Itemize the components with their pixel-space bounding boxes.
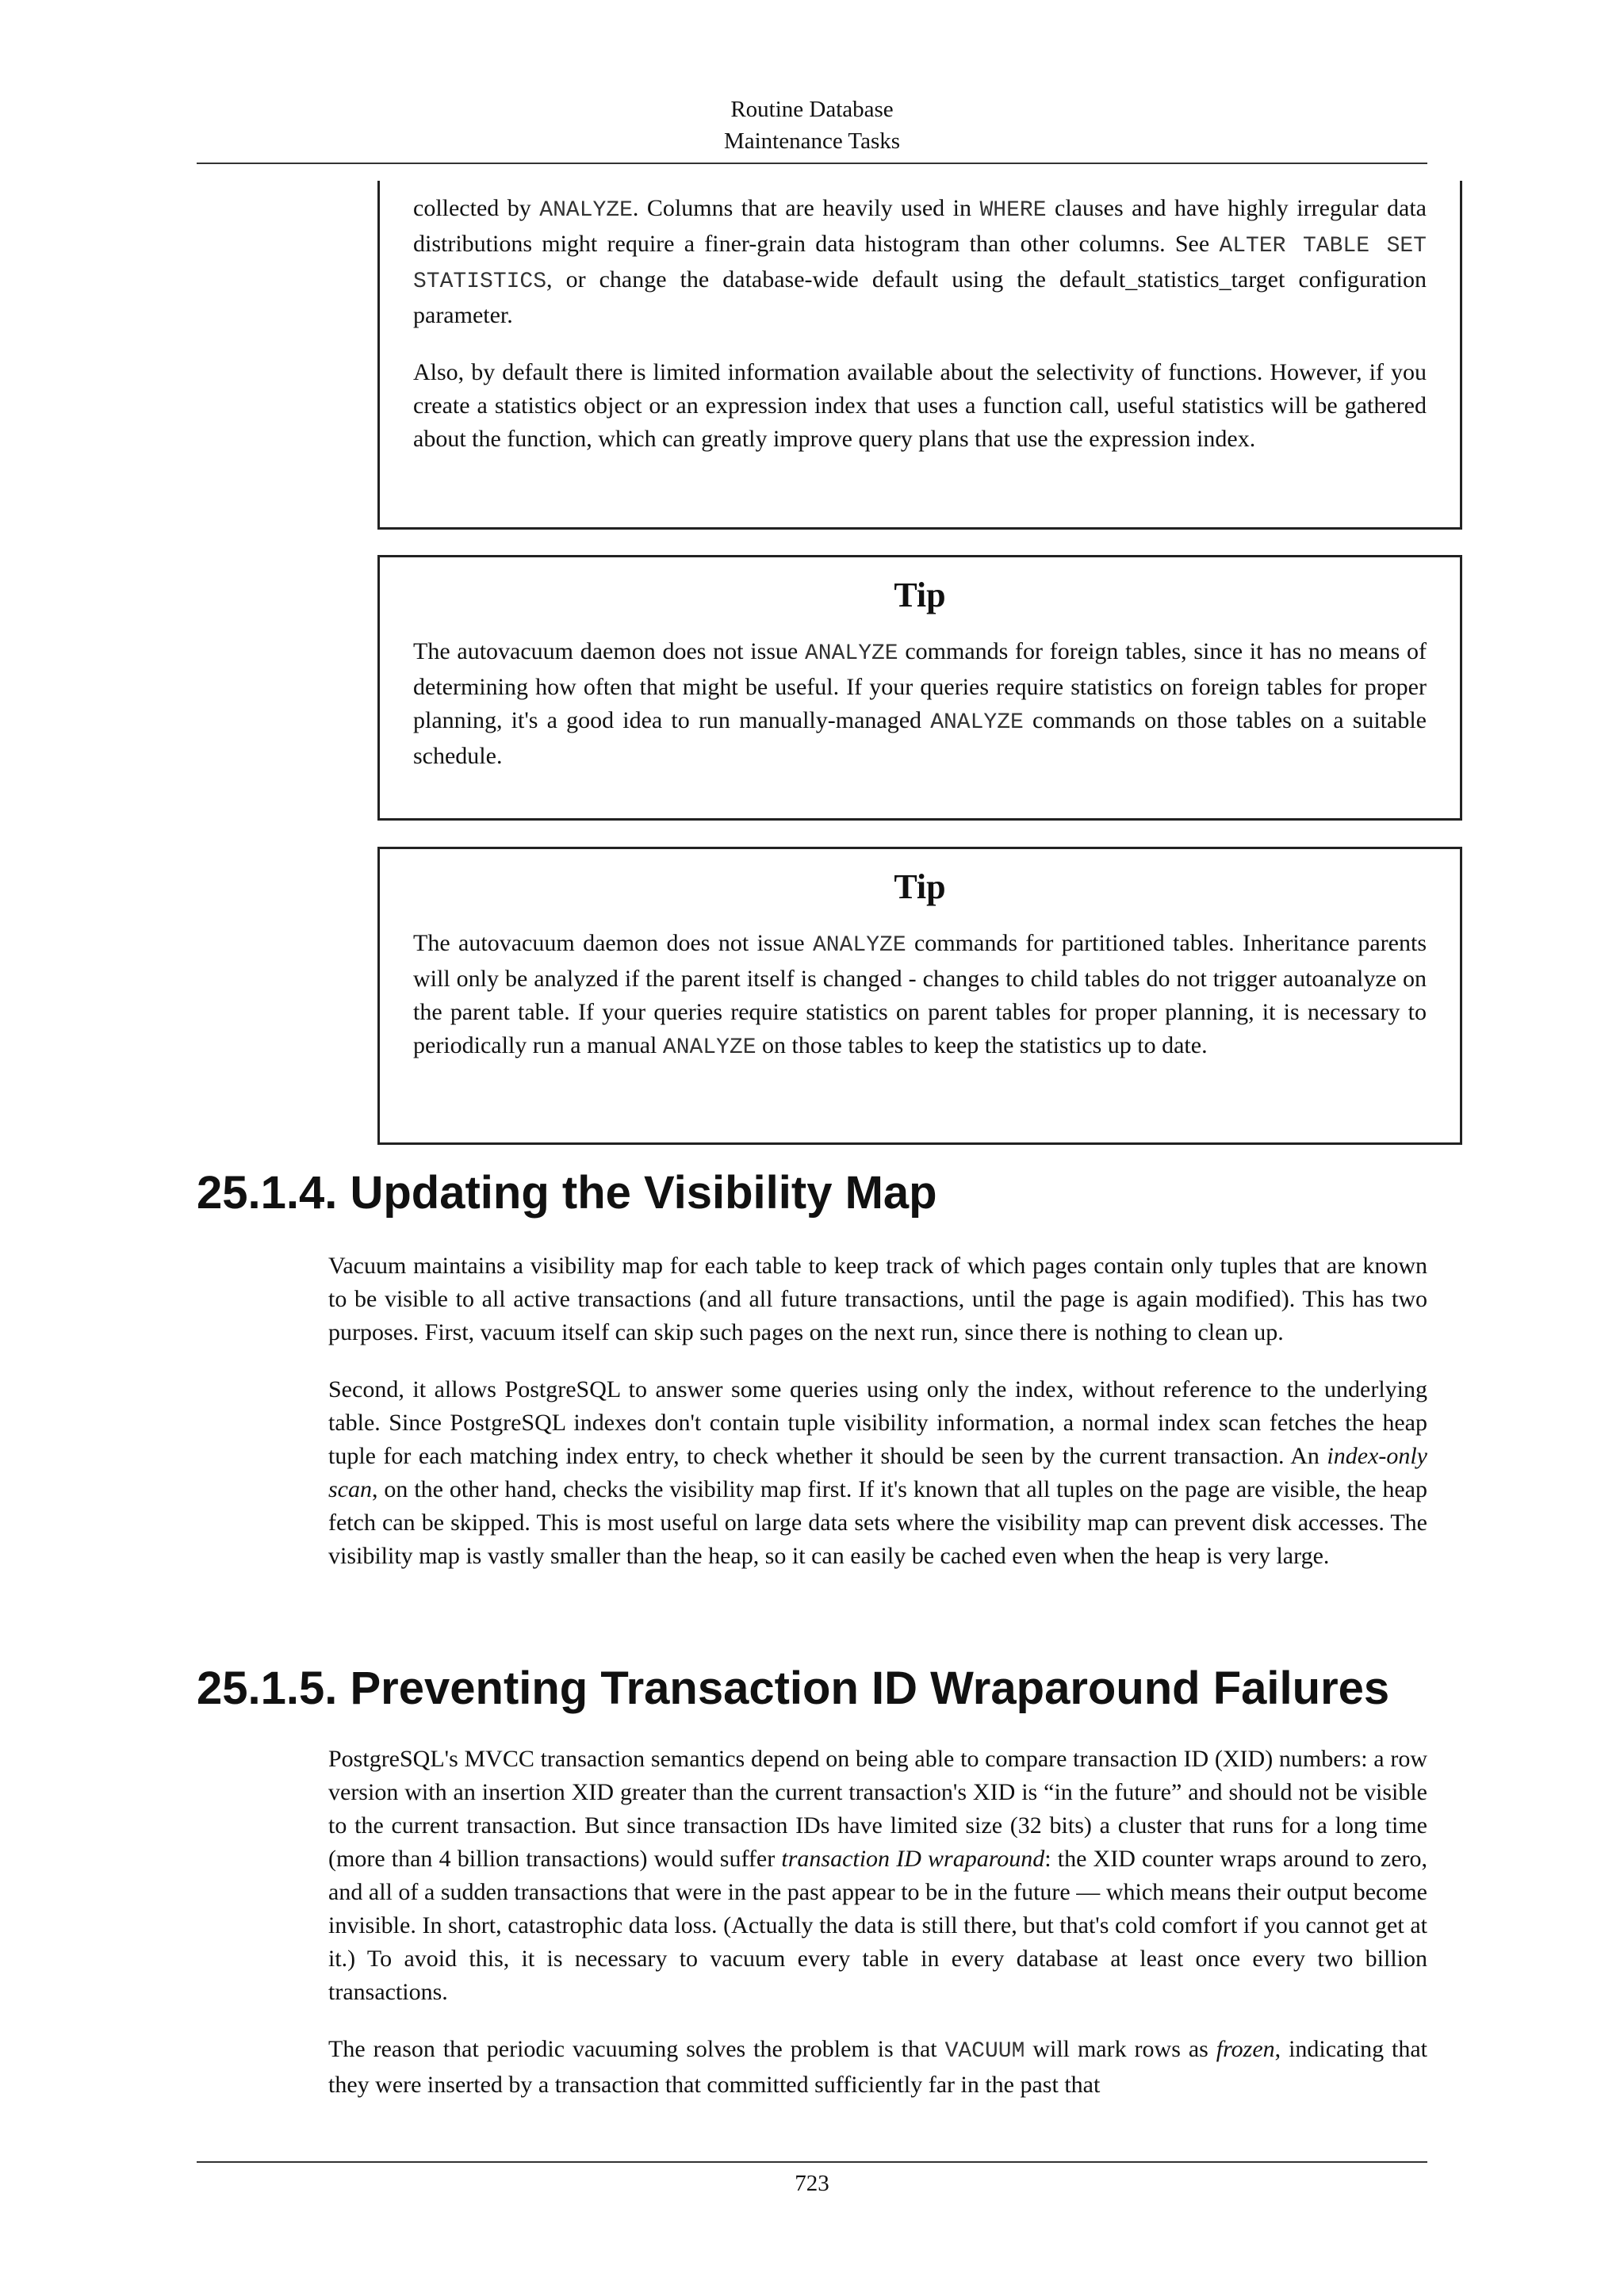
body-paragraph: Vacuum maintains a visibility map for each table to keep track of which pages contain only tuples that are known to be visible to all active transactions (and all future transactions, until the page is again modified). This has two purposes. First, vacuum itself can skip such pages on the next run, since there is nothing to clean up. [328, 1253, 1427, 1345]
text-run: commands for foreign tables, since it has no means of determining how often that might be useful. If your queries require statistics on foreign tables for proper planning, it's a good idea to run manually-managed [413, 638, 1427, 733]
tip-title: Tip [894, 576, 946, 614]
code-analyze: ANALYZE [930, 710, 1024, 735]
text-run: commands on those tables on a suitable schedule. [413, 707, 1427, 769]
text-run: commands for partitioned tables. Inheritance parents will only be analyzed if the parent itself is changed - changes to child tables do not trigger autoanalyze on the parent table. If your queries require statistics on parent tables for proper planning, it is necessary to periodically run a manual [413, 930, 1427, 1058]
text-run: clauses and have highly irregular data distributions might require a finer-grain data histogram than other columns. See [413, 195, 1427, 257]
text-run: on those tables to keep the statistics up to date. [756, 1032, 1208, 1058]
emphasis-term: transaction ID wraparound [781, 1846, 1045, 1872]
text-run: The autovacuum daemon does not issue [413, 638, 805, 664]
text-run: Second, it allows PostgreSQL to answer some queries using only the index, without reference to the underlying table. Since PostgreSQL indexes don't contain tuple visibility information, a normal index scan fetches the heap tuple for each matching index entry, to check whether it should be seen by the current transaction. An [328, 1376, 1427, 1469]
code-analyze: ANALYZE [813, 933, 906, 958]
tip-title: Tip [894, 867, 946, 906]
section-heading-xid-wraparound: 25.1.5. Preventing Transaction ID Wraparound Failures [197, 1663, 1390, 1714]
body-paragraph [328, 1373, 1427, 1573]
footer-rule [197, 2161, 1427, 2163]
running-header [197, 94, 1427, 157]
header-line-2: Maintenance Tasks [723, 128, 901, 154]
body-paragraph [328, 1743, 1427, 2009]
section-body-visibility-map [328, 1249, 1427, 1573]
code-where: WHERE [979, 198, 1047, 223]
continued-note-box [377, 181, 1462, 530]
text-run: PostgreSQL's MVCC transaction semantics depend on being able to compare transaction ID (XID) numbers: a row version with an insertion XID greater than the current transaction's XID is “in the future” and should not be visible to the current transaction. But since transaction IDs have limited size (32 bits) a cluster that runs for a long time (more than 4 billion transactions) would suffer [328, 1746, 1427, 1872]
section-heading-visibility-map: 25.1.4. Updating the Visibility Map [197, 1167, 937, 1219]
header-line-1: Routine Database [730, 97, 894, 122]
page-number: 723 [795, 2171, 829, 2196]
text-run: . Columns that are heavily used in [632, 195, 980, 221]
text-run: , indicating that they were inserted by a transaction that committed sufficiently far in the past that [328, 2036, 1427, 2098]
text-run: collected by [413, 195, 540, 221]
body-paragraph [328, 2033, 1427, 2102]
code-alter-table: ALTER TABLE SET STATISTICS [413, 234, 1427, 294]
text-run: , or change the database-wide default using the default_statistics_target configuration parameter. [413, 266, 1427, 328]
code-analyze: ANALYZE [539, 198, 633, 223]
text-run: will mark rows as [1025, 2036, 1216, 2062]
emphasis-term: index-only scan [328, 1443, 1427, 1502]
text-run: : the XID counter wraps around to zero, and all of a sudden transactions that were in the past appear to be in the future — which means their output become invisible. In short, catastrophic data loss. (Actually the data is still there, but that's cold comfort if you cannot get at it.) To avoid this, it is necessary to vacuum every table in every database at least once every two billion transactions. [328, 1846, 1427, 2005]
section-body-xid-wraparound [328, 1743, 1427, 2102]
tip-box-foreign-tables [377, 555, 1462, 821]
code-vacuum: VACUUM [944, 2039, 1025, 2064]
header-rule [197, 163, 1427, 164]
tip-paragraph [413, 635, 1427, 773]
text-run: The autovacuum daemon does not issue [413, 930, 813, 956]
code-analyze: ANALYZE [804, 641, 898, 666]
tip-box-partitioned-tables [377, 847, 1462, 1145]
note-paragraph-2: Also, by default there is limited information available about the selectivity of functions. However, if you create a statistics object or an expression index that uses a function call, useful statistics will be gathered about the function, which can greatly improve query plans that use the expression index. [413, 359, 1427, 452]
note-paragraph-1 [413, 192, 1427, 332]
tip-paragraph [413, 927, 1427, 1065]
text-run: , on the other hand, checks the visibility map first. If it's known that all tuples on the page are visible, the heap fetch can be skipped. This is most useful on large data sets where the visibility map can prevent disk accesses. The visibility map is vastly smaller than the heap, so it can easily be cached even when the heap is very large. [328, 1476, 1427, 1569]
code-analyze: ANALYZE [662, 1035, 756, 1060]
text-run: The reason that periodic vacuuming solves the problem is that [328, 2036, 945, 2062]
emphasis-term: frozen [1216, 2036, 1275, 2062]
